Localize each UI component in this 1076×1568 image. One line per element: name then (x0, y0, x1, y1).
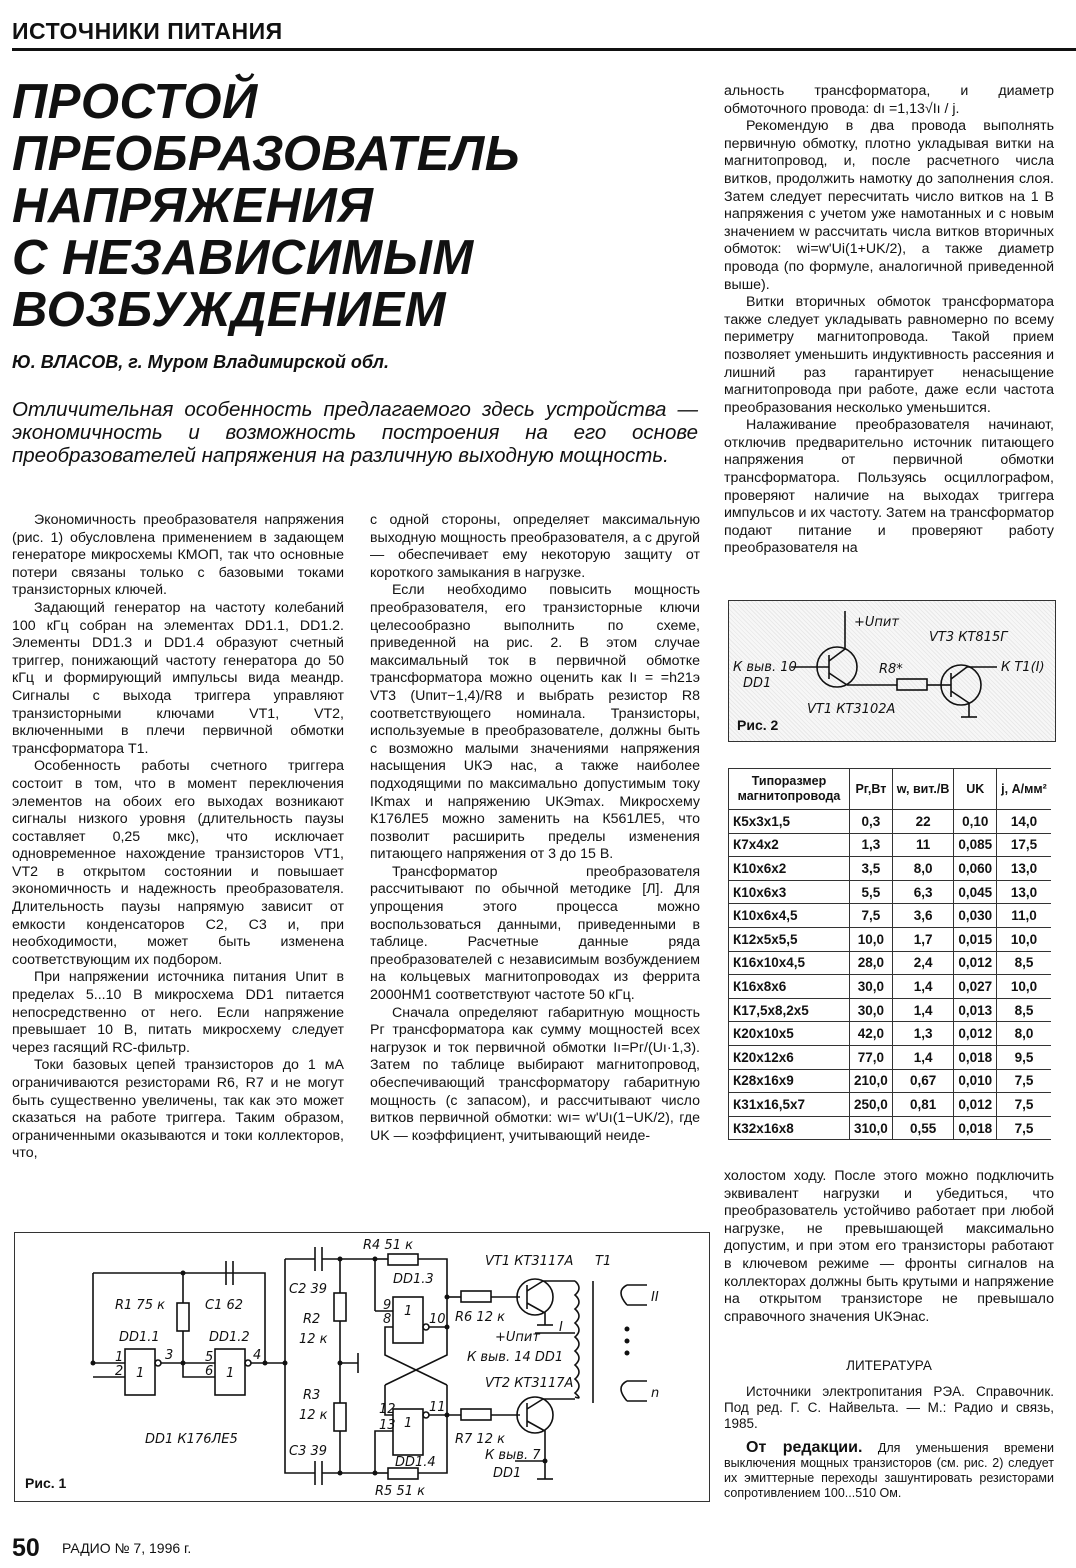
title-line: С НЕЗАВИСИМЫМ (12, 231, 474, 285)
table-cell: 0,015 (954, 927, 997, 951)
fig1-caption: Рис. 1 (25, 1475, 67, 1491)
magnetic-core-table (728, 768, 1051, 1140)
paragraph: Задающий генератор на частоту колебаний 100 кГц собран на элементах DD1.1, DD1.2. Элементы DD1.3 и DD1.4 образуют счетный триггер, понижающий частоту генератора до 50 кГц и формирующий импульсы вида меандр. Сигналы с выхода триггера управляют транзисторными ключами VT1, VT2, включенными в плечи первичной обмотки трансформатора Т1. (12, 599, 344, 757)
table-cell: К10x6x4,5 (729, 904, 850, 928)
fig1-label-r5: R5 51 к (375, 1484, 425, 1499)
table-cell: 1,4 (892, 975, 954, 999)
author-byline: Ю. ВЛАСОВ, г. Муром Владимирской обл. (12, 352, 389, 372)
section-rule (12, 48, 1076, 51)
fig1-pin-label: 2 (115, 1364, 124, 1379)
table-cell: К10x6x2 (729, 857, 850, 881)
title-line: НАПРЯЖЕНИЯ (12, 179, 374, 233)
table-cell: 13,0 (997, 857, 1051, 881)
table-cell: 0,018 (954, 1116, 997, 1140)
article-title (12, 76, 702, 336)
table-cell: 250,0 (850, 1093, 893, 1117)
paragraph: Сначала определяют габаритную мощность Pг трансформатора как сумму мощностей всех нагрузок и ток первичной обмотки Iı=Pг/(Uı·1,3). Затем по таблице выбирают магнитопровод, обеспечивающий трансформатору габаритную мощность (с запасом), и рассчитывают число витков первичной обмотки: wı= w'Uı(1−UK/2), где UK — коэффициент, учитывающий неиде- (370, 1004, 700, 1144)
fig1-label-t1: Т1 (595, 1254, 612, 1269)
editor-note-heading: От редакции. (746, 1439, 863, 1456)
fig1-label-r2a: R2 (303, 1312, 321, 1327)
fig1-label-winding-i: I (559, 1320, 563, 1335)
fig1-label-winding-ii: II (651, 1290, 659, 1305)
table-cell: 2,4 (892, 951, 954, 975)
table-cell: 8,5 (997, 951, 1051, 975)
fig1-label-supply: +Uпит (495, 1330, 540, 1345)
fig1-pin-label: 3 (165, 1348, 174, 1363)
fig1-label-r6: R6 12 к (455, 1310, 505, 1325)
paragraph: Трансформатор преобразователя рассчитывают по обычной методике [Л]. Для упрощения этого процесса можно воспользоваться данными, приведенными в таблице. Расчетные данные ряда преобразователей с независимым возбуждением на кольцевых магнитопроводах из феррита 2000НМ1 соответствуют частоте 50 кГц. (370, 863, 700, 1004)
table-row (729, 1093, 1051, 1117)
paragraph: Особенность работы счетного триггера состоит в том, что в момент переключения элементов на обоих его выходах возникают сигналы низкого уровня (длительность паузы составляет 0,25 мкс), что исключает одновременное нахождение транзисторов VT1, VT2 в открытом состоянии и повышает экономичность и надежность преобразователя. Длительность паузы напрямую зависит от емкости конденсаторов С2, С3 и, при необходимости, может быть изменена соответствующим их подбором. (12, 758, 344, 968)
fig1-pin-label: 13 (379, 1418, 396, 1433)
table-cell: 210,0 (850, 1069, 893, 1093)
table-header-cell: UK (954, 769, 997, 810)
table-cell: 0,045 (954, 880, 997, 904)
body-column-3-top (724, 83, 1054, 558)
table-header-row (729, 769, 1051, 810)
fig1-label-c2: С2 39 (289, 1282, 328, 1297)
paragraph: Рекомендую в два провода выполнять первичную обмотку, плотно укладывая витки на магнитопровод, и, после расчетного числа витков, продолжить намотку до заполнения слоя. Затем следует пересчитать число витков на 1 В напряжения с учетом уже намотанных и с новым значением w рассчитать числа витков вторичных обмоток: wi=w'Ui(1+UK/2), а также диаметр провода (по формуле, аналогичной приведенной выше). (724, 118, 1054, 293)
table-cell: 10,0 (850, 927, 893, 951)
journal-issue: РАДИО № 7, 1996 г. (62, 1540, 192, 1556)
paragraph: Токи базовых цепей транзисторов до 1 мА ограничиваются резисторами R6, R7 и не могут быть существенно увеличены, так как это может сказаться на работе триггера. Таким образом, ограниченными оказываются и токи коллекторов, что, (12, 1057, 344, 1162)
paragraph: Налаживание преобразователя начинают, отключив предварительно источник питающего напряжения от первичной обмотки трансформатора. Пользуясь осциллографом, проверяют наличие на выходах триггера импульсов и их частоту. Затем на трансформатор подают питание и проверяют работу преобразователя на (724, 417, 1054, 557)
table-cell: 310,0 (850, 1116, 893, 1140)
section-header: ИСТОЧНИКИ ПИТАНИЯ (12, 18, 283, 44)
gate-symbol-label: 1 (136, 1366, 145, 1381)
table-cell: К7x4x2 (729, 833, 850, 857)
table-cell: 0,085 (954, 833, 997, 857)
paragraph: альность трансформатора, и диаметр обмоточного провода: dı =1,13√Iı / j. (724, 83, 1054, 117)
table-cell: 0,030 (954, 904, 997, 928)
table-cell: 13,0 (997, 880, 1051, 904)
fig2-label-output: К Т1(I) (1001, 660, 1045, 675)
table-cell: 30,0 (850, 975, 893, 999)
table-cell: 6,3 (892, 880, 954, 904)
fig2-label-input-chip: DD1 (743, 676, 772, 691)
table-row (729, 904, 1051, 928)
fig1-label-dd1-4: DD1.4 (395, 1455, 436, 1470)
table-cell: 0,060 (954, 857, 997, 881)
table-row (729, 1045, 1051, 1069)
fig1-label-dd1-2: DD1.2 (209, 1330, 250, 1345)
fig2-label-supply: +Uпит (854, 615, 899, 630)
body-column-1 (12, 512, 344, 1163)
figure-1-schematic (14, 1232, 710, 1502)
title-line: ПРОСТОЙ (12, 75, 258, 129)
fig1-label-r2b: 12 к (299, 1332, 328, 1347)
table-cell: К16x8x6 (729, 975, 850, 999)
editor-note-text: Для уменьшения времени выключения мощных транзисторов (см. рис. 2) следует их эмиттерные переходы зашунтировать резисторами сопротивлением 100...510 Ом. (724, 1441, 1054, 1500)
fig1-label-r4: R4 51 к (363, 1238, 413, 1253)
table-cell: 9,5 (997, 1045, 1051, 1069)
table-row (729, 857, 1051, 881)
table-row (729, 927, 1051, 951)
paragraph: Витки вторичных обмоток трансформатора также следует укладывать равномерно по всему периметру магнитопровода. Такой прием позволяет уменьшить индуктивность рассеяния и лишний раз гарантирует ненасыщение магнитопровода при работе, даже если частота преобразования несколько уменьшится. (724, 294, 1054, 416)
fig1-label-vt2: VT2 КТ3117А (485, 1376, 574, 1391)
table-cell: 1,4 (892, 998, 954, 1022)
table-row (729, 1069, 1051, 1093)
title-line: ПРЕОБРАЗОВАТЕЛЬ (12, 127, 520, 181)
table-row (729, 833, 1051, 857)
fig1-label-pin14: К выв. 14 DD1 (467, 1350, 564, 1365)
table-cell: 42,0 (850, 1022, 893, 1046)
table-cell: 0,012 (954, 951, 997, 975)
table-row (729, 951, 1051, 975)
figure-2-schematic (728, 600, 1056, 742)
table-cell: 7,5 (997, 1069, 1051, 1093)
fig1-pin-label: 9 (383, 1298, 392, 1313)
table-cell: К20x12x6 (729, 1045, 850, 1069)
table-cell: 8,0 (997, 1022, 1051, 1046)
table-cell: 77,0 (850, 1045, 893, 1069)
table-cell: 14,0 (997, 810, 1051, 834)
literature-list (724, 1384, 1054, 1432)
fig1-label-vt1: VT1 КТ3117А (485, 1254, 574, 1269)
fig1-pin-label: 12 (379, 1402, 396, 1417)
body-column-3-bottom (724, 1168, 1054, 1326)
title-line: ВОЗБУЖДЕНИЕМ (12, 283, 447, 337)
table-cell: 28,0 (850, 951, 893, 975)
table-cell: 7,5 (850, 904, 893, 928)
fig2-label-r8: R8* (879, 662, 903, 677)
table-row (729, 975, 1051, 999)
body-column-2 (370, 512, 700, 1145)
table-row (729, 880, 1051, 904)
table-header-cell: j, А/мм² (997, 769, 1051, 810)
fig1-pin-label: 11 (429, 1400, 446, 1415)
table-cell: К12x5x5,5 (729, 927, 850, 951)
fig1-label-dd1-1: DD1.1 (119, 1330, 160, 1345)
table-cell: 11 (892, 833, 954, 857)
table-cell: 0,013 (954, 998, 997, 1022)
table-header-cell: Типоразмер магнитопровода (729, 769, 850, 810)
table-header-cell: w, вит./В (892, 769, 954, 810)
table-cell: 0,018 (954, 1045, 997, 1069)
table-cell: 1,3 (850, 833, 893, 857)
table-cell: К10x6x3 (729, 880, 850, 904)
resistor-r8-symbol (897, 679, 927, 690)
fig1-label-c1: С1 62 (205, 1298, 244, 1313)
table-cell: К28x16x9 (729, 1069, 850, 1093)
table-cell: 10,0 (997, 927, 1051, 951)
fig1-label-pin7: К выв. 7 (485, 1448, 541, 1463)
table-cell: 1,4 (892, 1045, 954, 1069)
paragraph: При напряжении источника питания Uпит в пределах 5...10 В микросхема DD1 питается непосредственно от него. Если напряжение превышает 10 В, питать микросхему следует через гасящий RC-фильтр. (12, 969, 344, 1056)
table-cell: 7,5 (997, 1116, 1051, 1140)
fig1-pin-label: 6 (205, 1364, 214, 1379)
table-cell: К5x3x1,5 (729, 810, 850, 834)
fig2-caption: Рис. 2 (737, 717, 779, 733)
fig1-label-r3b: 12 к (299, 1408, 328, 1423)
fig1-pin-label: 1 (115, 1350, 124, 1365)
table-cell: К16x10x4,5 (729, 951, 850, 975)
table-cell: К32x16x8 (729, 1116, 850, 1140)
lead-paragraph: Отличительная особенность предлагаемого здесь устройства — экономичность и возможность построения на его основе преобразователей напряжения на различную выходную мощность. (12, 398, 698, 467)
table-row (729, 998, 1051, 1022)
table-cell: К20x10x5 (729, 1022, 850, 1046)
table-cell: 5,5 (850, 880, 893, 904)
gate-symbol-label: 1 (404, 1304, 413, 1319)
table-row (729, 810, 1051, 834)
table-cell: 0,67 (892, 1069, 954, 1093)
table-cell: 3,6 (892, 904, 954, 928)
table-cell: 10,0 (997, 975, 1051, 999)
page-number: 50 (12, 1534, 40, 1562)
paragraph: холостом ходу. После этого можно подключить эквивалент нагрузки и убедиться, что преобразователь устойчиво работает при любой нагрузке, не превышающей максимально допустим, и при этом его транзисторы работают в ключевом режиме — фронты сигналов на коллекторах должны быть крутыми и напряжение на открытом транзисторе не превышало справочного значения UКЭнас. (724, 1168, 1054, 1325)
table-cell: 1,3 (892, 1022, 954, 1046)
gate-symbol-label: 1 (226, 1366, 235, 1381)
table-cell: К31x16,5x7 (729, 1093, 850, 1117)
table-cell: 0,027 (954, 975, 997, 999)
fig2-label-vt1: VT1 КТ3102А (807, 702, 896, 717)
paragraph: с одной стороны, определяет максимальную выходную мощность преобразователя, а с другой — обеспечивает ему некоторую защиту от короткого замыкания в нагрузке. (370, 512, 700, 581)
fig1-label-winding-n: n (651, 1386, 660, 1401)
fig1-pin-label: 5 (205, 1350, 214, 1365)
editor-note (724, 1440, 1054, 1501)
fig1-pin-label: 8 (383, 1312, 392, 1327)
table-cell: 0,81 (892, 1093, 954, 1117)
figure-1-labels (15, 1233, 709, 1501)
table-row (729, 1022, 1051, 1046)
literature-heading: ЛИТЕРАТУРА (846, 1358, 932, 1373)
table-cell: 0,3 (850, 810, 893, 834)
table-cell: 0,012 (954, 1093, 997, 1117)
fig1-label-r3a: R3 (303, 1388, 321, 1403)
fig1-label-c3: С3 39 (289, 1444, 328, 1459)
table-cell: 30,0 (850, 998, 893, 1022)
fig2-label-input: К выв. 10 (733, 660, 797, 675)
table-cell: 0,55 (892, 1116, 954, 1140)
table-cell: 0,10 (954, 810, 997, 834)
table-cell: 7,5 (997, 1093, 1051, 1117)
fig1-pin-label: 10 (429, 1312, 446, 1327)
table-cell: 22 (892, 810, 954, 834)
table-cell: 1,7 (892, 927, 954, 951)
fig1-label-dd1-3: DD1.3 (393, 1272, 434, 1287)
table-cell: 0,010 (954, 1069, 997, 1093)
table-row (729, 1116, 1051, 1140)
table-cell: 0,012 (954, 1022, 997, 1046)
table-cell: 8,5 (997, 998, 1051, 1022)
paragraph: Экономичность преобразователя напряжения (рис. 1) обусловлена применением в задающем генераторе микросхемы КМОП, так что основные потери связаны только с базовыми токами транзисторных ключей. (12, 512, 344, 599)
fig1-label-r7: R7 12 к (455, 1432, 505, 1447)
gate-symbol-label: 1 (404, 1416, 413, 1431)
table-header-cell: Pг,Вт (850, 769, 893, 810)
fig1-label-r1: R1 75 к (115, 1298, 165, 1313)
fig1-label-chip: DD1 К176ЛЕ5 (145, 1432, 238, 1447)
table-cell: 11,0 (997, 904, 1051, 928)
table-cell: 8,0 (892, 857, 954, 881)
paragraph: Если необходимо повысить мощность преобразователя, его транзисторные ключи целесообразно выполнить по схеме, приведенной на рис. 2. В этом случае максимальный ток в первичной обмотке трансформатора можно оценить как Iı = =h21э VT3 (Uпит−1,4)/R8 и выбрать резистор R8 соответствующего номинала. Транзисторы, используемые в преобразователе, должны быть с возможно малыми значениями напряжения насыщения UКЭ нас, а также наиболее подходящими по максимально допустимым току IKmax и напряжению UКЭmax. Микросхему К176ЛЕ5 можно заменить на К561ЛЕ5, что позволит расширить пределы изменения питающего напряжения от 3 до 15 В. (370, 582, 700, 863)
table-cell: 17,5 (997, 833, 1051, 857)
table-cell: 3,5 (850, 857, 893, 881)
fig1-label-pin7-chip: DD1 (493, 1466, 522, 1481)
fig2-label-vt3: VT3 КТ815Г (929, 630, 1008, 645)
fig1-pin-label: 4 (253, 1348, 262, 1363)
table-cell: К17,5x8,2x5 (729, 998, 850, 1022)
literature-entry: Источники электропитания РЭА. Справочник. Под ред. Г. С. Найвельта. — М.: Радио и связь, 1985. (724, 1384, 1054, 1431)
